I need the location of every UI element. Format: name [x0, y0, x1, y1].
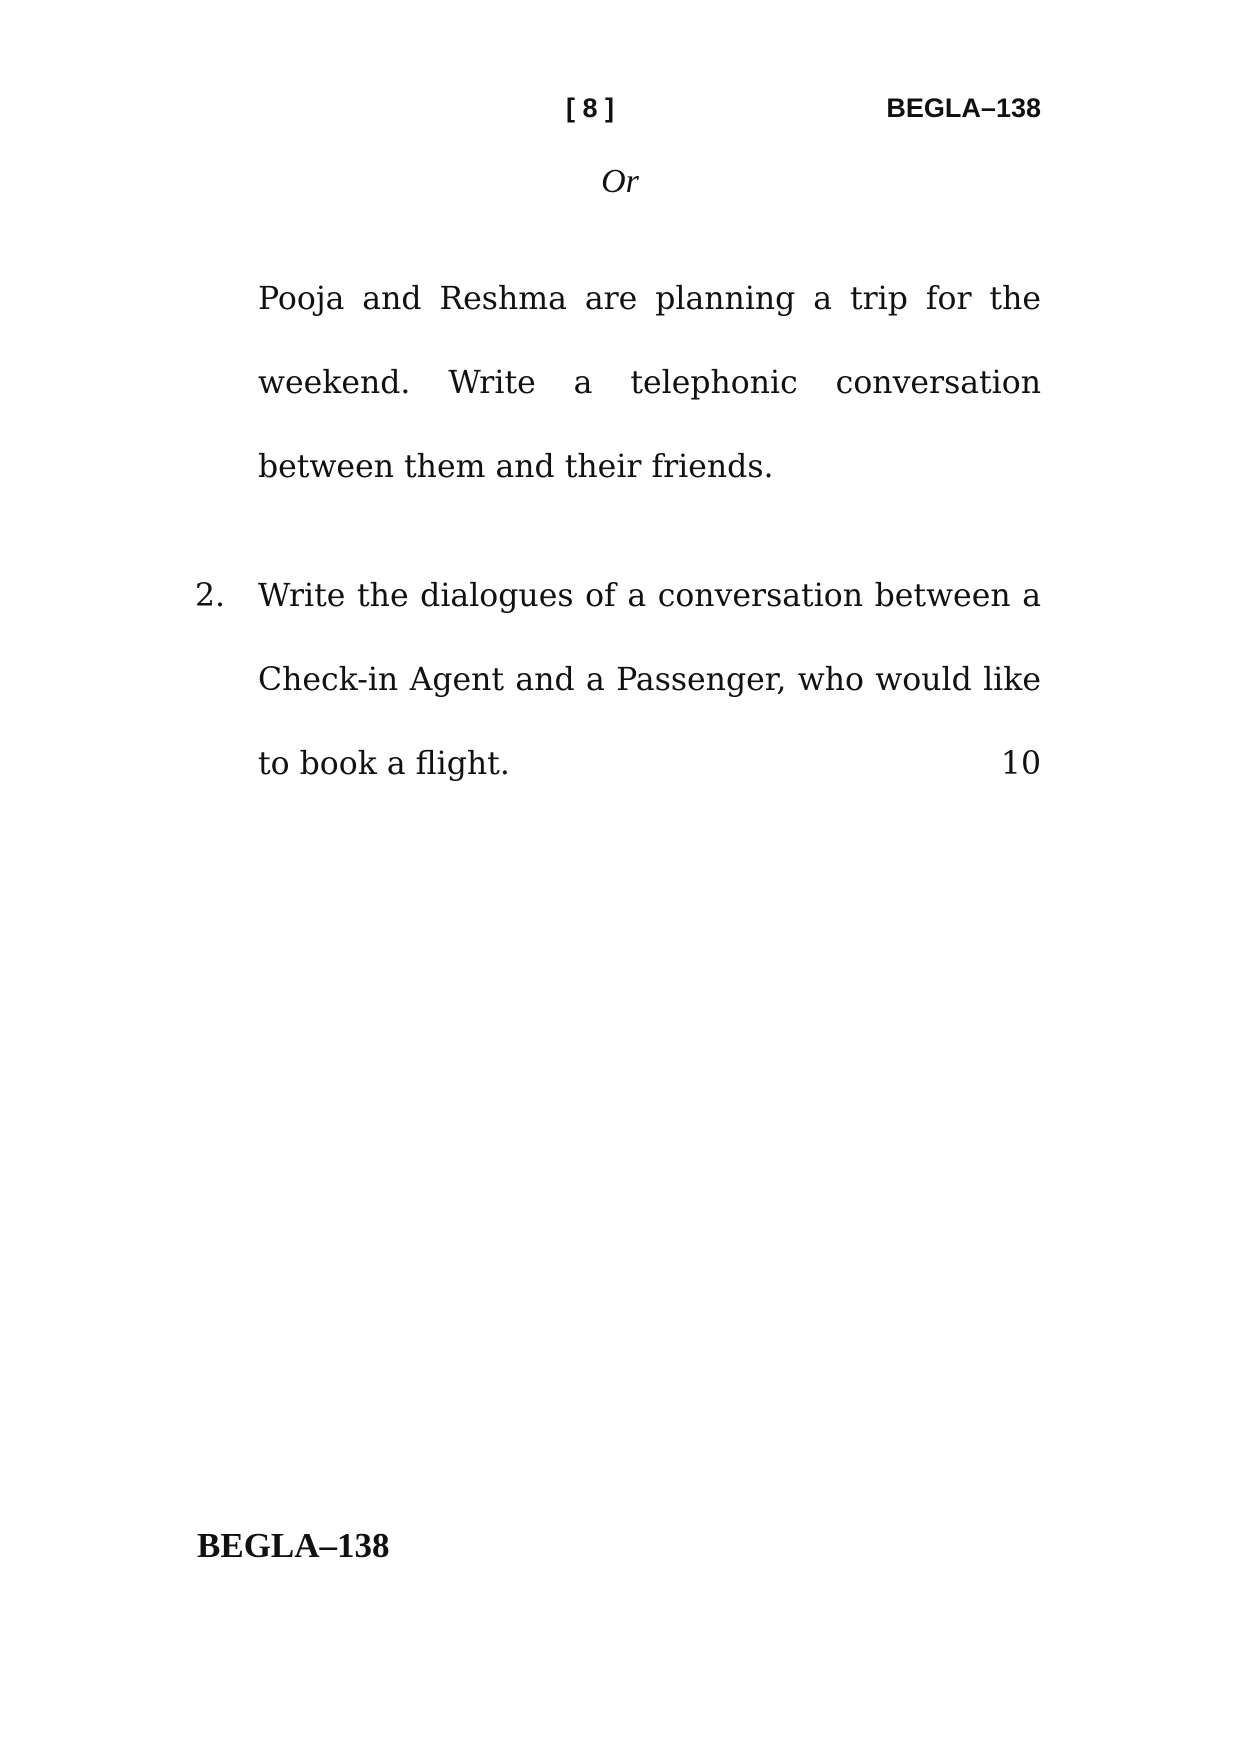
- page-number: [ 8 ]: [565, 93, 614, 123]
- question-2: [258, 554, 1041, 806]
- footer-paper-code: BEGLA–138: [197, 1526, 390, 1565]
- question-2-text: Write the dialogues of a conversation between a Check-in Agent and a Passenger, who would like to book a flight.: [258, 578, 1041, 782]
- alternative-question-text: Pooja and Reshma are planning a trip for the weekend. Write a telephonic conversation between them and their friends.: [258, 281, 1041, 485]
- header-paper-code: BEGLA–138: [886, 93, 1041, 123]
- question-number: 2.: [195, 578, 226, 614]
- or-divider: Or: [601, 163, 639, 200]
- question-marks: 10: [1000, 746, 1041, 782]
